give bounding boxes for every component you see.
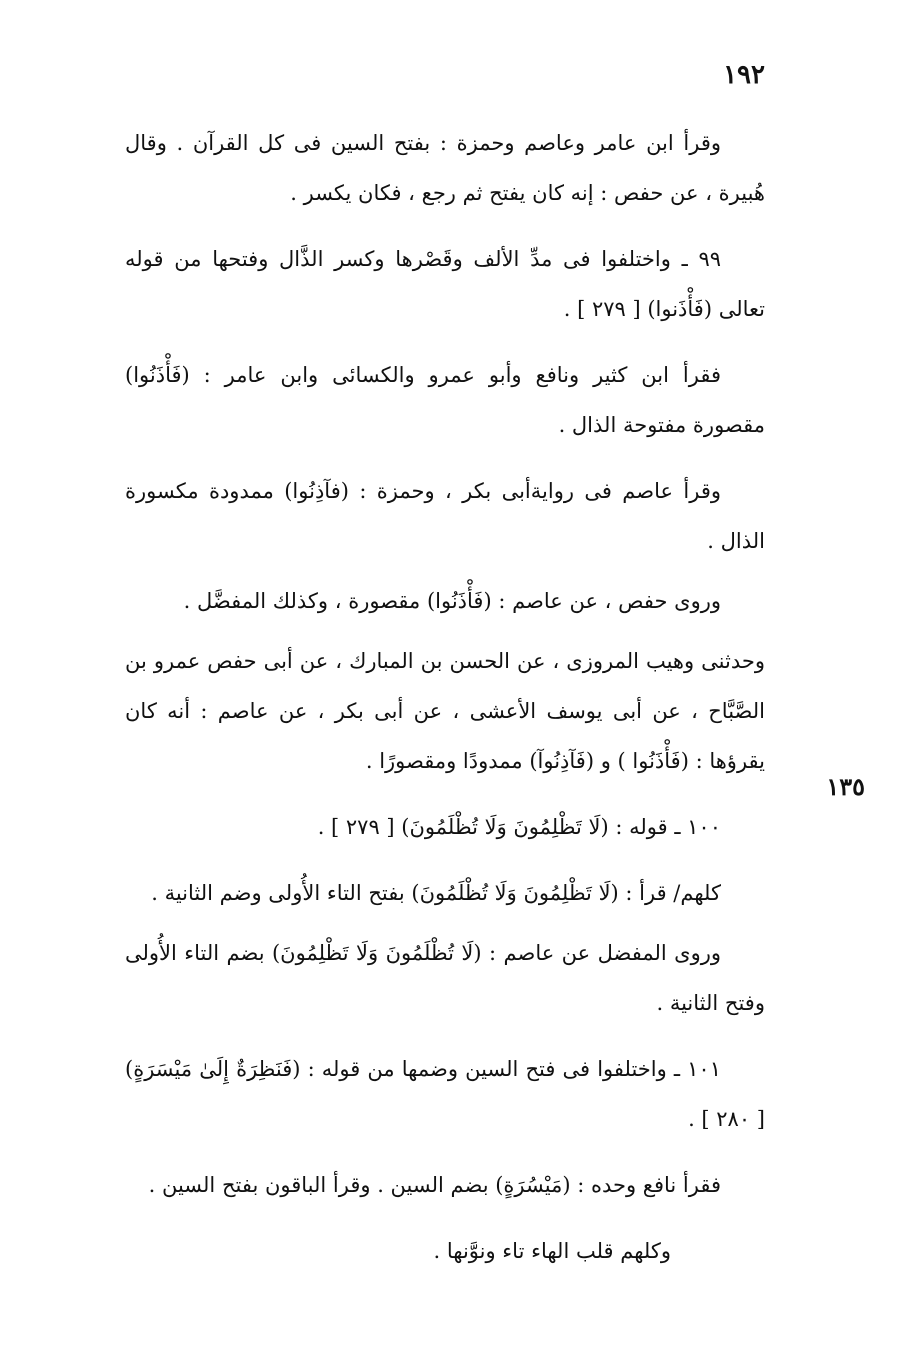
page-number: ١٩٢	[723, 60, 765, 90]
paragraph: وكلهم قلب الهاء تاء ونوَّنها .	[433, 1239, 671, 1263]
paragraph: وقرأ ابن عامر وعاصم وحمزة : بفتح السين فى كل القرآن . وقال هُبيرة ، عن حفص : إنه كان يفتح ثم رجع ، فكان يكسر .	[125, 131, 765, 205]
paragraph: وروى المفضل عن عاصم : (لَا تُظْلَمُونَ وَلَا تَظْلِمُونَ) بضم التاء الأُولى وفتح الثانية .	[125, 941, 765, 1015]
paragraph: فقرأ ابن كثير ونافع وأبو عمرو والكسائى وابن عامر : (فَأْذَنُوا) مقصورة مفتوحة الذال .	[125, 363, 765, 437]
paragraph: ١٠٠ ـ قوله : (لَا تَظْلِمُونَ وَلَا تُظْلَمُونَ) [ ٢٧٩ ] .	[317, 815, 721, 839]
paragraph: فقرأ نافع وحده : (مَيْسُرَةٍ) بضم السين . وقرأ الباقون بفتح السين .	[148, 1173, 721, 1197]
paragraph: ١٠١ ـ واختلفوا فى فتح السين وضمها من قوله : (فَنَظِرَةٌ إِلَىٰ مَيْسَرَةٍ) [ ٢٨٠ ] .	[125, 1057, 765, 1131]
paragraph: وقرأ عاصم فى روايةأبى بكر ، وحمزة : (فآذِنُوا) ممدودة مكسورة الذال .	[125, 479, 765, 553]
paragraph: وحدثنى وهيب المروزى ، عن الحسن بن المبارك ، عن أبى حفص عمرو بن الصَّبَّاح ، عن أبى يوسف الأعشى ، عن أبى بكر ، عن عاصم : أنه كان يقرؤها : (فَأْذَنُوا ) و (فَآذِنُوآ) ممدودًا ومقصورًا .	[125, 649, 765, 773]
margin-reference-number: ١٣٥	[826, 772, 865, 801]
paragraph: ٩٩ ـ واختلفوا فى مدِّ الألف وقَصْرها وكسر الذَّال وفتحها من قوله تعالى (فَأْذَنوا) [ ٢٧٩ ] .	[125, 247, 765, 321]
paragraph: كلهم/ قرأ : (لَا تَظْلِمُونَ وَلَا تُظْلَمُونَ) بفتح التاء الأُولى وضم الثانية .	[151, 881, 721, 905]
paragraph: وروى حفص ، عن عاصم : (فَأْذَنُوا) مقصورة ، وكذلك المفضَّل .	[183, 589, 721, 613]
body-text	[125, 118, 765, 1292]
